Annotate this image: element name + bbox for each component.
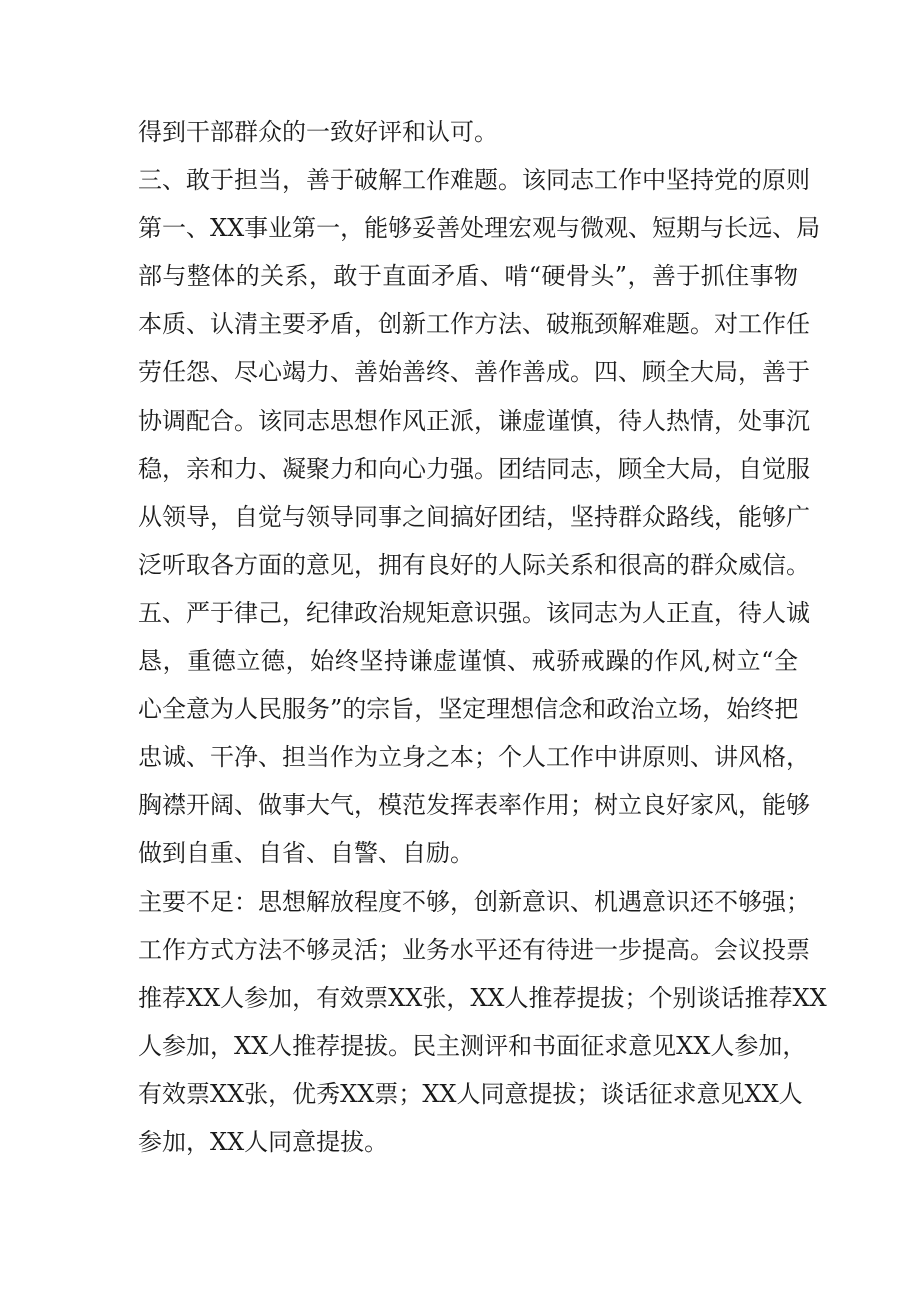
text-line: 工作方式方法不够灵活；业务水平还有待进一步提高。会议投票	[138, 935, 810, 964]
text-line: 稳，亲和力、凝聚力和向心力强。团结同志，顾全大局，自觉服	[138, 454, 810, 483]
text-line: 参加，XX人同意提拔。	[138, 1127, 389, 1156]
document-body	[138, 108, 827, 1166]
text-line: 劳任怨、尽心竭力、善始善终、善作善成。四、顾全大局，善于	[138, 358, 810, 387]
text-line: 恳，重德立德，始终坚持谦虚谨慎、戒骄戒躁的作风,树立“全	[138, 647, 798, 676]
text-line: 泛听取各方面的意见，拥有良好的人际关系和很高的群众威信。	[138, 550, 810, 579]
text-line: 忠诚、干净、担当作为立身之本；个人工作中讲原则、讲风格，	[138, 743, 810, 772]
text-line: 第一、XX事业第一，能够妥善处理宏观与微观、短期与长远、局	[138, 214, 821, 243]
text-line: 得到干部群众的一致好评和认可。	[138, 118, 498, 146]
paragraph-2	[138, 156, 821, 877]
text-line: 部与整体的关系，敢于直面矛盾、啃“硬骨头”，善于抓住事物	[138, 262, 798, 291]
text-line: 主要不足：思想解放程度不够，创新意识、机遇意识还不够强；	[138, 887, 810, 916]
text-line: 从领导，自觉与领导同事之间搞好团结，坚持群众路线，能够广	[138, 502, 810, 531]
text-line: 推荐XX人参加，有效票XX张，XX人推荐提拔；个别谈话推荐XX	[138, 983, 827, 1012]
text-line: 心全意为人民服务”的宗旨，坚定理想信念和政治立场，始终把	[138, 695, 799, 724]
paragraph-1	[138, 108, 798, 156]
text-line: 协调配合。该同志思想作风正派，谦虚谨慎，待人热情，处事沉	[138, 406, 810, 435]
text-line: 胸襟开阔、做事大气，模范发挥表率作用；树立良好家风，能够	[138, 791, 810, 820]
paragraph-3	[138, 878, 827, 1167]
text-line: 五、严于律己，纪律政治规矩意识强。该同志为人正直，待人诚	[138, 598, 810, 627]
text-line: 有效票XX张，优秀XX票；XX人同意提拔；谈话征求意见XX人	[138, 1079, 803, 1108]
text-line: 人参加，XX人推荐提拔。民主测评和书面征求意见XX人参加，	[138, 1031, 807, 1060]
text-line: 做到自重、自省、自警、自励。	[138, 839, 474, 868]
text-line: 三、敢于担当，善于破解工作难题。该同志工作中坚持党的原则	[138, 166, 810, 195]
text-line: 本质、认清主要矛盾，创新工作方法、破瓶颈解难题。对工作任	[138, 310, 810, 339]
